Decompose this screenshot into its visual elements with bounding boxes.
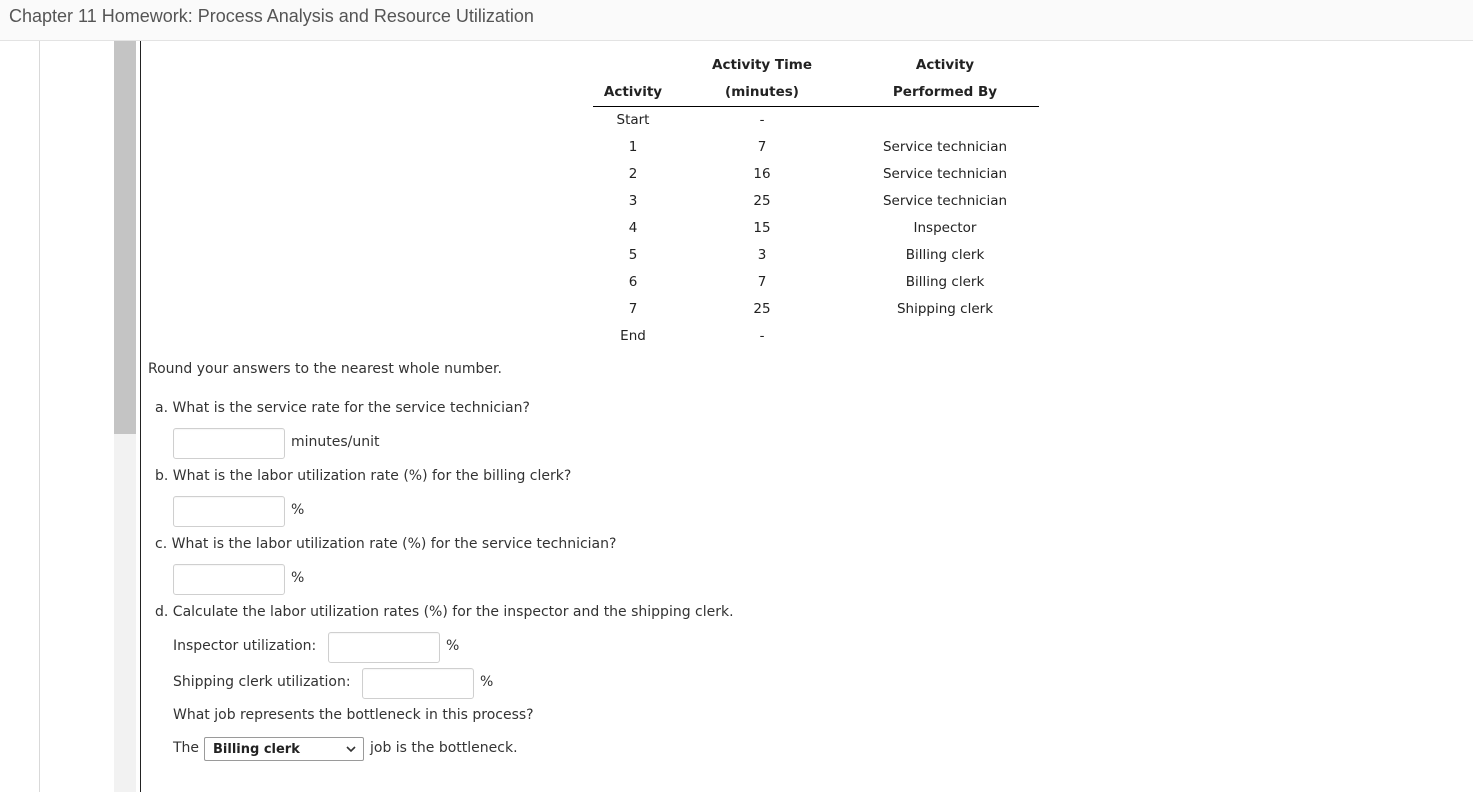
table-row: [593, 269, 1039, 296]
question-a-text: a. What is the service rate for the service technician?: [155, 400, 530, 416]
service-technician-percent-unit: %: [291, 570, 305, 586]
activity-cell: 1: [628, 139, 638, 155]
shipping-clerk-utilization-label: Shipping clerk utilization:: [173, 674, 351, 690]
activity-cell: End: [620, 328, 646, 344]
performer-cell: Shipping clerk: [896, 301, 994, 317]
time-cell: 25: [753, 193, 771, 209]
table-row: [593, 134, 1039, 161]
inspector-utilization-input[interactable]: [328, 632, 440, 663]
instructions-text: Round your answers to the nearest whole number.: [148, 361, 502, 377]
performer-cell: Billing clerk: [905, 247, 985, 263]
service-rate-input[interactable]: [173, 428, 285, 459]
billing-clerk-utilization-input[interactable]: [173, 496, 285, 527]
shipping-clerk-utilization-input[interactable]: [362, 668, 474, 699]
header-activity: Activity: [593, 79, 673, 107]
time-cell: 7: [757, 274, 767, 290]
header-performed-by-line1: Activity: [915, 57, 975, 73]
shipping-clerk-percent-unit: %: [480, 674, 494, 690]
table-row: [593, 296, 1039, 323]
title-bar: [0, 0, 1473, 41]
table-row: [593, 242, 1039, 269]
time-cell: 7: [757, 139, 767, 155]
header-activity-time-line1: Activity Time: [712, 57, 812, 73]
activity-cell: 5: [628, 247, 638, 263]
question-d-text: d. Calculate the labor utilization rates (%) for the inspector and the shipping clerk.: [155, 604, 734, 620]
time-cell: 25: [753, 301, 771, 317]
chevron-down-icon: [345, 743, 357, 755]
performer-cell: Billing clerk: [905, 274, 985, 290]
time-cell: -: [759, 328, 765, 344]
left-divider: [39, 41, 40, 792]
content-border: [140, 41, 141, 792]
header-performed-by-line2: Performed By: [851, 79, 1039, 107]
performer-cell: Service technician: [882, 193, 1008, 209]
scrollbar-thumb[interactable]: [114, 41, 136, 434]
performer-cell: [851, 323, 1039, 350]
time-cell: 15: [753, 220, 771, 236]
bottleneck-prefix: The: [173, 740, 200, 756]
table-row: [593, 107, 1039, 135]
activity-cell: 2: [628, 166, 638, 182]
time-cell: 3: [757, 247, 767, 263]
inspector-percent-unit: %: [446, 638, 460, 654]
performer-cell: Service technician: [882, 139, 1008, 155]
table-row: [593, 215, 1039, 242]
activity-cell: 7: [628, 301, 638, 317]
service-technician-utilization-input[interactable]: [173, 564, 285, 595]
billing-clerk-percent-unit: %: [291, 502, 305, 518]
question-b-text: b. What is the labor utilization rate (%) for the billing clerk?: [155, 468, 572, 484]
table-row: [593, 161, 1039, 188]
activity-cell: 6: [628, 274, 638, 290]
table-row: [593, 188, 1039, 215]
time-cell: 16: [753, 166, 771, 182]
page-title: Chapter 11 Homework: Process Analysis and Resource Utilization: [9, 6, 534, 26]
bottleneck-select[interactable]: [204, 737, 364, 761]
activity-cell: 3: [628, 193, 638, 209]
bottleneck-selected-value: Billing clerk: [213, 742, 300, 757]
time-cell: -: [759, 112, 765, 128]
activity-cell: Start: [616, 112, 650, 128]
performer-cell: Inspector: [913, 220, 977, 236]
bottleneck-question: What job represents the bottleneck in this process?: [173, 707, 534, 723]
header-empty: [593, 52, 673, 79]
service-rate-unit: minutes/unit: [291, 434, 380, 450]
inspector-utilization-label: Inspector utilization:: [173, 638, 317, 654]
performer-cell: Service technician: [882, 166, 1008, 182]
bottleneck-suffix: job is the bottleneck.: [370, 740, 518, 756]
performer-cell: [851, 107, 1039, 135]
table-row: [593, 323, 1039, 350]
question-c-text: c. What is the labor utilization rate (%) for the service technician?: [155, 536, 617, 552]
activity-table: [593, 52, 1039, 350]
header-activity-time-line2: (minutes): [673, 79, 851, 107]
activity-cell: 4: [628, 220, 638, 236]
